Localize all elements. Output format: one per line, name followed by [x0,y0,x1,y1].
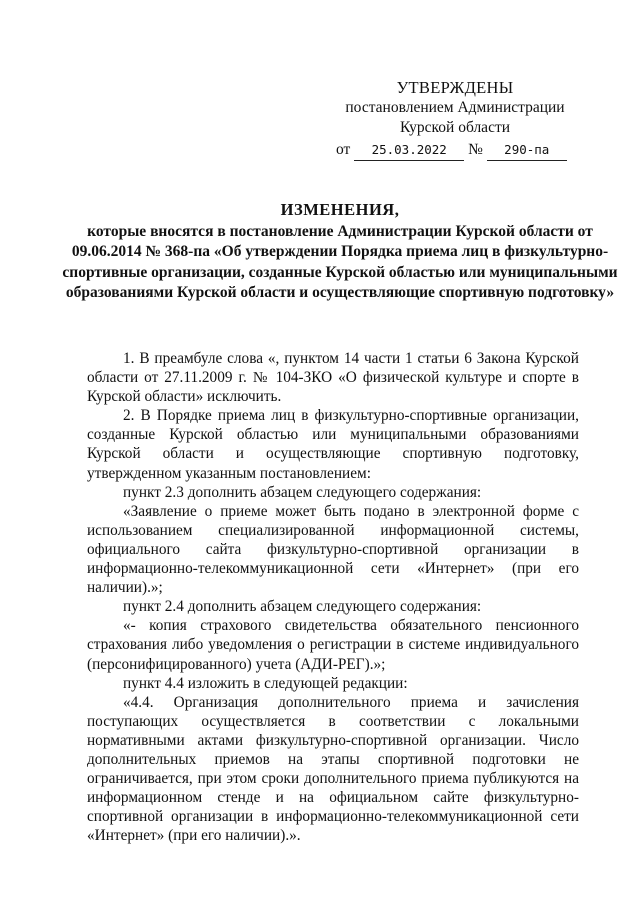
approval-block [320,78,590,161]
paragraph: пункт 2.3 дополнить абзацем следующего содержания: [123,483,482,501]
approval-number: 290-па [487,140,567,161]
heading-subtitle: которые вносятся в постановление Администрации Курской области от 09.06.2014 № 368-па «Об утверждении Порядка приема лиц в физкультурно-спортивные организации, созданные Курской областью или муниципальными образованиями Курской области и осуществляющие спортивную подготовку» [62,223,618,301]
number-prefix: № [468,141,483,158]
paragraph: «- копия страхового свидетельства обязательного пенсионного страхования либо уведомления о регистрации в системе индивидуального (персонифицированного) учета (АДИ-РЕГ).»; [87,617,579,673]
paragraph: пункт 4.4 изложить в следующей редакции: [123,674,408,692]
heading-title: ИЗМЕНЕНИЯ, [280,200,400,219]
approval-date: 25.03.2022 [354,140,464,161]
document-body [87,349,579,845]
paragraph: «Заявление о приеме может быть подано в электронной форме с использованием специализированной информационной системы, официального сайта физкультурно-спортивной организации в информационно-телекоммуникационной сети «Интернет» (при его наличии).»; [87,502,579,597]
paragraph: пункт 2.4 дополнить абзацем следующего содержания: [123,598,482,616]
approval-line-1: постановлением Администрации [345,99,565,116]
approval-title: УТВЕРЖДЕНЫ [396,78,514,97]
paragraph: 2. В Порядке приема лиц в физкультурно-спортивные организации, созданные Курской областью или муниципальными образованиями Курской области и осуществляющие спортивную подготовку, утвержденном указанным постановлением: [87,407,579,482]
approval-date-line [320,140,590,161]
paragraph: 1. В преамбуле слова «, пунктом 14 части 1 статьи 6 Закона Курской области от 27.11.2009 г. № 104-ЗКО «О физической культуре и спорте в Курской области» исключить. [87,350,579,406]
document-heading [60,200,620,303]
date-prefix: от [336,141,351,158]
approval-line-2: Курской области [399,119,511,136]
paragraph: «4.4. Организация дополнительного приема и зачисления поступающих осуществляется в соответствии с локальными нормативными актами физкультурно-спортивной организации. Число дополнительных приемов на этапы спортивной подготовки не ограничивается, при этом сроки дополнительного приема публикуются на информационном стенде и на официальном сайте физкультурно-спортивной организации в информационно-телекоммуникационной сети «Интернет» (при его наличии).». [87,693,579,845]
